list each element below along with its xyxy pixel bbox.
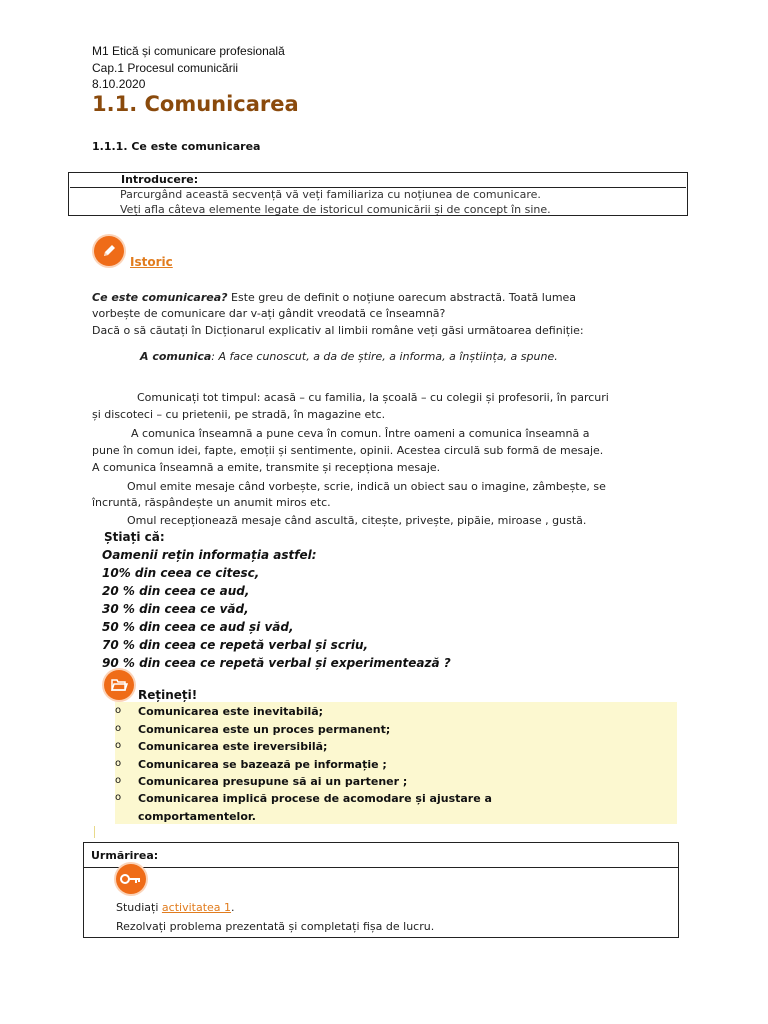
stiati-item: 50 % din ceea ce aud și văd, xyxy=(102,620,294,634)
intro-box xyxy=(68,172,688,216)
urmarirea-text: Studiați xyxy=(116,901,162,914)
list-item-text: Comunicarea presupune să ai un partener ; xyxy=(138,775,408,788)
pencil-icon xyxy=(94,236,124,266)
divider xyxy=(94,826,95,838)
section-subtitle: 1.1.1. Ce este comunicarea xyxy=(92,140,261,153)
bullet-symbol: o xyxy=(115,775,122,786)
p1-line-2: și discoteci – cu prietenii, pe stradă, în magazine etc. xyxy=(92,408,386,421)
p4: Omul recepționează mesaje când ascultă, citește, privește, pipăie, miroase , gustă. xyxy=(127,514,587,527)
definition xyxy=(140,348,558,365)
p2-line-3: A comunica înseamnă a emite, transmite și recepționa mesaje. xyxy=(92,461,441,474)
course-title: M1 Etică și comunicare profesională xyxy=(92,44,285,58)
p1-line-1: Comunicați tot timpul: acasă – cu familia, la școală – cu colegii și profesorii, în parcuri xyxy=(137,391,609,404)
stiati-item: 20 % din ceea ce aud, xyxy=(102,584,250,598)
page-title: 1.1. Comunicarea xyxy=(92,92,299,116)
stiati-item: 70 % din ceea ce repetă verbal și scriu, xyxy=(102,638,369,652)
p2-line-2: pune în comun idei, fapte, emoții și sentimente, opinii. Acestea circulă sub formă de mesaje. xyxy=(92,444,604,457)
folder-icon xyxy=(104,670,134,700)
activitatea-link[interactable]: activitatea 1 xyxy=(161,901,232,914)
p2-line-1: A comunica înseamnă a pune ceva în comun. Între oameni a comunica înseamnă a xyxy=(131,427,590,440)
istoric-link[interactable]: Istoric xyxy=(130,255,173,269)
p3-line-1: Omul emite mesaje când vorbește, scrie, indică un obiect sau o imagine, zâmbește, se xyxy=(127,480,606,493)
question-paragraph xyxy=(92,289,692,306)
list-item-text: comportamentelor. xyxy=(138,810,256,823)
body-line-3: Dacă o să căutați în Dicționarul explicativ al limbii române veți găsi următoarea definiție: xyxy=(92,324,584,337)
urmarirea-text: . xyxy=(231,901,235,914)
urmarirea-heading: Urmărirea: xyxy=(91,849,159,862)
bullet-symbol: o xyxy=(115,758,122,769)
stiati-item: 10% din ceea ce citesc, xyxy=(102,566,260,580)
stiati-item: 90 % din ceea ce repetă verbal și experimentează ? xyxy=(102,656,451,670)
question-bold: Ce este comunicarea? xyxy=(92,291,228,304)
date: 8.10.2020 xyxy=(92,77,146,91)
stiati-intro: Oamenii rețin informația astfel: xyxy=(102,548,317,562)
bullet-symbol: o xyxy=(115,723,122,734)
urmarirea-line-1 xyxy=(116,899,235,916)
intro-heading: Introducere: xyxy=(121,173,199,186)
intro-line-2: Veți afla câteva elemente legate de istoricul comunicării și de concept în sine. xyxy=(120,203,551,216)
definition-term: A comunica xyxy=(140,350,212,363)
question-rest: Este greu de definit o noțiune oarecum abstractă. Toată lumea xyxy=(227,291,577,304)
list-item-text: Comunicarea este ireversibilă; xyxy=(138,740,328,753)
list-item-text: Comunicarea este un proces permanent; xyxy=(138,723,391,736)
body-line-2: vorbește de comunicare dar v-ați gândit vreodată ce înseamnă? xyxy=(92,307,446,320)
definition-text: : A face cunoscut, a da de știre, a informa, a înștiința, a spune. xyxy=(211,350,558,363)
bullet-symbol: o xyxy=(115,740,122,751)
retineti-heading: Rețineți! xyxy=(138,688,198,702)
urmarirea-line-2: Rezolvați problema prezentată și completați fișa de lucru. xyxy=(116,920,435,933)
chapter-title: Cap.1 Procesul comunicării xyxy=(92,61,239,75)
intro-line-1: Parcurgând această secvență vă veți familiariza cu noțiunea de comunicare. xyxy=(120,188,541,201)
list-item-text: Comunicarea se bazează pe informație ; xyxy=(138,758,387,771)
key-icon xyxy=(116,864,146,894)
stiati-heading: Știați că: xyxy=(104,530,165,544)
bullet-symbol: o xyxy=(115,705,122,716)
p3-line-2: încruntă, răspândește un anumit miros etc. xyxy=(92,496,331,509)
list-item-text: Comunicarea este inevitabilă; xyxy=(138,705,324,718)
list-item-text: Comunicarea implică procese de acomodare și ajustare a xyxy=(138,792,492,805)
bullet-symbol: o xyxy=(115,792,122,803)
stiati-item: 30 % din ceea ce văd, xyxy=(102,602,249,616)
